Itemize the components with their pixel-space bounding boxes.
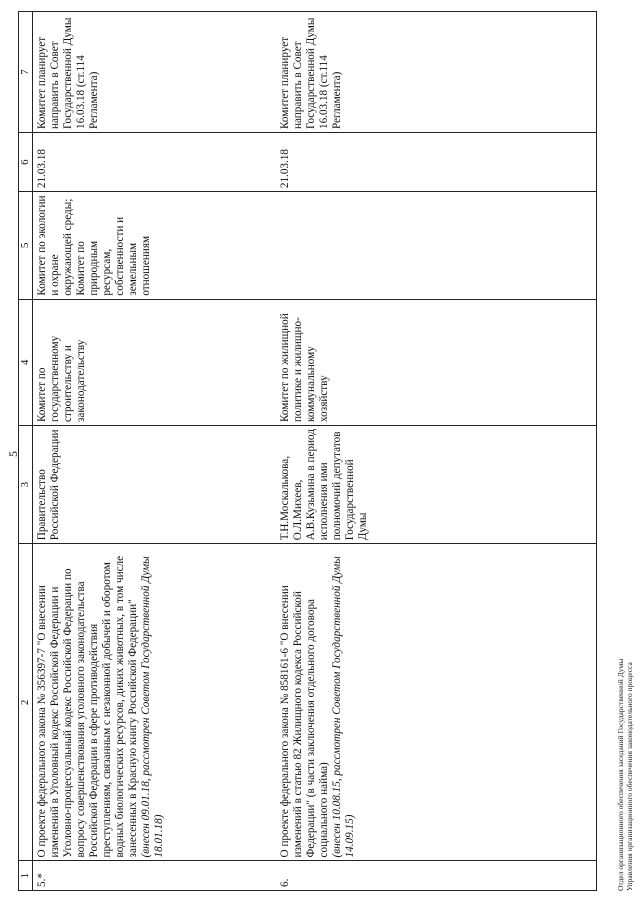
lead-committee-cell: Комитет по государственному строительству и законодательству: [33, 299, 274, 425]
co-committees-cell: Комитет по экологии и охране окружающей среды; Комитет по природным ресурсам, собственности и земельным отношениям: [33, 192, 274, 300]
agenda-table: [18, 11, 597, 891]
lead-committee-cell: Комитет по жилищной политике и жилищно-коммунальному хозяйству: [273, 299, 597, 425]
footer-line: Управления организационного обеспечения законодательного процесса: [625, 662, 634, 891]
author-cell: Т.Н.Москалькова, О.Л.Михеев, А.В.Кузьмина в период исполнения ими полномочий депутатов Государственной Думы: [273, 425, 597, 543]
bill-cell: [273, 544, 597, 861]
column-header: 7: [19, 12, 33, 133]
bill-title: О проекте федерального закона № 356397-7 "О внесении изменений в Уголовный кодекс Российской Федерации и Уголовно-процессуальный кодекс Российской Федерации по вопросу совершенствования уголовного законодательства Российской Федерации в сфере противодействия преступлениям, связанным с незаконной добычей и оборотом водных биологических ресурсов, диких животных, в том числе занесенных в Красную книгу Российской Федерации": [36, 555, 139, 858]
author-cell: Правительство Российской Федерации: [33, 425, 274, 543]
column-header: 1: [19, 861, 33, 891]
table-row: [273, 12, 597, 891]
bill-note: (внесен 10.08.15, рассмотрен Советом Государственной Думы 14.09.15): [331, 556, 356, 858]
plan-cell: Комитет планирует направить в Совет Государственной Думы 16.03.18 (ст.114 Регламента): [33, 12, 274, 133]
date-cell: 21.03.18: [273, 133, 597, 192]
column-header: 5: [19, 192, 33, 300]
column-header: 4: [19, 299, 33, 425]
row-number: 6.: [273, 861, 597, 891]
table-header-row: [19, 12, 33, 891]
column-header: 3: [19, 425, 33, 543]
bill-note: (внесен 09.01.18, рассмотрен Советом Государственной Думы 18.01.18): [140, 556, 165, 858]
page-number: 5: [6, 451, 20, 457]
table-row: [33, 12, 274, 891]
plan-cell: Комитет планирует направить в Совет Государственной Думы 16.03.18 (ст.114 Регламента): [273, 12, 597, 133]
co-committees-cell: [273, 192, 597, 300]
date-cell: 21.03.18: [33, 133, 274, 192]
footer-line: Отдел организационного обеспечения заседаний Государственной Думы: [616, 658, 625, 891]
bill-title: О проекте федерального закона № 858161-6 "О внесении изменений в статью 82 Жилищного кодекса Российской Федерации" (в части заключения отдельного договора социального найма): [279, 585, 330, 858]
bill-cell: [33, 544, 274, 861]
row-number: 5.*: [33, 861, 274, 891]
column-header: 6: [19, 133, 33, 192]
column-header: 2: [19, 544, 33, 861]
